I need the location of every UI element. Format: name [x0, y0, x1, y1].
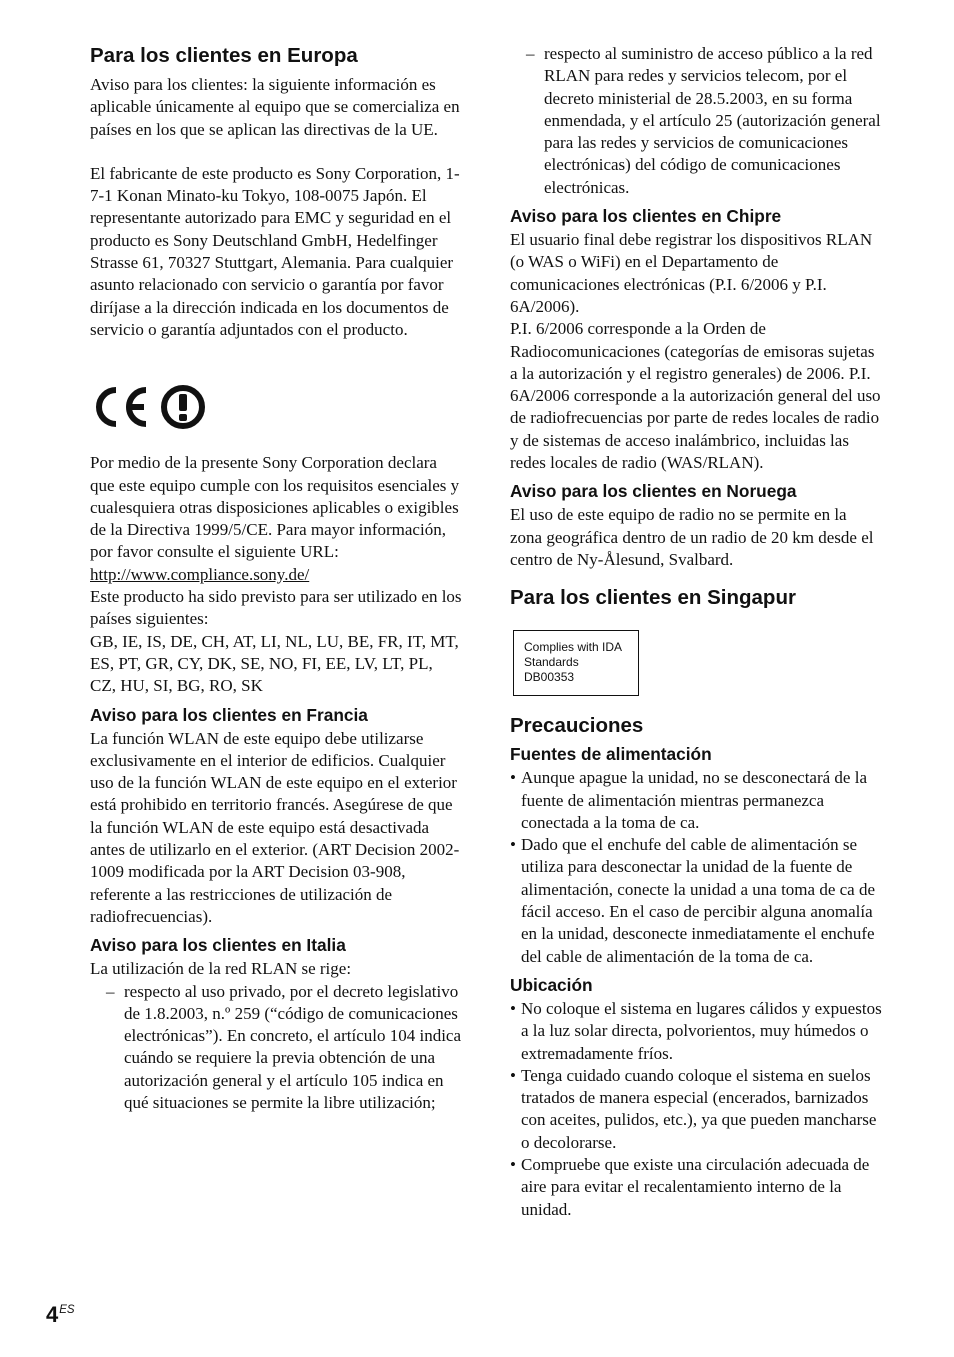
right-column — [510, 0, 882, 1221]
dash-marker: – — [106, 981, 115, 1001]
bullet-marker: • — [510, 998, 516, 1018]
chipre-paragraph-1: El usuario final debe registrar los dispositivos RLAN (o WAS o WiFi) en el Departamento de comunicaciones electrónicas (P.I. 6/2006 y P.I. 6A/2006). — [510, 230, 873, 316]
chipre-paragraph-2: P.I. 6/2006 corresponde a la Orden de Radiocomunicaciones (categorías de emisoras sujetas a la autorización y el registro generales) de 2006. P.I. 6A/2006 corresponde a la autorización general del uso de radiofrecuencias por parte de redes locales de radio y de sistemas de acceso inalámbrico, incluidas las redes locales de radio (WAS/RLAN). — [510, 319, 881, 473]
page-number — [46, 1302, 75, 1328]
bullet-marker: • — [510, 1154, 516, 1174]
ubicacion-bullet-2: • Tenga cuidado cuando coloque el sistema en suelos tratados de manera especial (encerados, barnizados con aceites, pulidos, etc.), ya que pueden mancharse o decolorarse. — [510, 1065, 877, 1152]
section-title-singapur: Para los clientes en Singapur — [510, 586, 796, 610]
ubicacion-bullet-3: • Compruebe que existe una circulación adecuada de aire para evitar el recalentamiento interno de la unidad. — [510, 1154, 870, 1219]
fuentes-bullet-1: • Aunque apague la unidad, no se desconectará de la fuente de alimentación mientras permanezca conectada a la toma de ca. — [510, 768, 867, 832]
francia-paragraph: La función WLAN de este equipo debe utilizarse exclusivamente en el interior de edificios. Cualquier uso de la función WLAN de este equipo en el exterior está prohibido en territorio francés. Asegúrese de que la función WLAN de este equipo está desactivada antes de utilizarlo en el exterior. (ART Decision 2002-1009 modificada por la ART Decision 03-908, referente a las restricciones de utilización de radiofrecuencias). — [90, 728, 460, 926]
ida-label-line-3: DB00353 — [524, 670, 575, 685]
declaration-countries-intro: Este producto ha sido previsto para ser utilizado en los países siguientes: — [90, 587, 462, 629]
europa-paragraph-2: El fabricante de este producto es Sony Corporation, 1-7-1 Konan Minato-ku Tokyo, 108-0075 Japón. El representante autorizado para EMC y seguridad en el producto es Sony Deutschland GmbH, Hedelfinger Strasse 61, 70327 Stuttgart, Alemania. Para cualquier asunto relacionado con servicio o garantía por favor diríjase a la dirección indicada en los documentos de servicio o garantía adjuntados con el producto. — [90, 163, 460, 339]
italia-list-item-1: – respecto al uso privado, por el decreto legislativo de 1.8.2003, n.º 259 (“código de comunicaciones electrónicas”). En concreto, el artículo 104 indica cuándo se requiere la previa obtención de una autorización general y el artículo 105 indica en qué situaciones se permite la libre utilización; — [106, 981, 462, 1112]
left-column — [90, 0, 462, 1114]
compliance-url-link[interactable]: http://www.compliance.sony.de/ — [90, 564, 310, 584]
bullet-marker: • — [510, 835, 516, 855]
alert-circle-icon — [160, 384, 206, 430]
page-language-code: ES — [59, 1304, 75, 1316]
fuentes-bullet-2: • Dado que el enchufe del cable de alimentación se utiliza para desconectar la unidad de la fuente de alimentación, conecte la unidad a una toma de ca de fácil acceso. En el caso de percibir alguna anomalía en la unidad, desconecte inmediatamente el enchufe del cable de alimentación de la toma de ca. — [510, 835, 876, 966]
ce-marking-logo — [90, 382, 462, 432]
bullet-marker: • — [510, 1065, 516, 1085]
declaration-countries-list: GB, IE, IS, DE, CH, AT, LI, NL, LU, BE, FR, IT, MT, ES, PT, GR, CY, DK, SE, NO, FI, EE, LV, LT, PL, CZ, HU, SI, BG, RO, SK — [90, 631, 459, 696]
noruega-paragraph: El uso de este equipo de radio no se permite en la zona geográfica dentro de un radio de 20 km desde el centro de Ny-Ålesund, Svalbard. — [510, 505, 874, 569]
page-number-value: 4 — [46, 1302, 59, 1327]
italia-list-item-2: – respecto al suministro de acceso público a la red RLAN para redes y servicios telecom, por el decreto ministerial de 28.5.2003, en su forma enmendada, y el artículo 25 (autorización general para las redes y servicios de comunicaciones electrónicas) del código de comunicaciones electrónicas. — [526, 44, 881, 197]
europa-paragraph-1: Aviso para los clientes: la siguiente información es aplicable únicamente al equipo que se comercializa en países en los que se aplican las directivas de la UE. — [90, 75, 460, 139]
subsection-title-fuentes: Fuentes de alimentación — [510, 744, 712, 765]
section-title-italia: Aviso para los clientes en Italia — [90, 935, 346, 956]
section-title-francia: Aviso para los clientes en Francia — [90, 704, 368, 725]
ce-mark-icon — [90, 384, 152, 430]
section-title-noruega: Aviso para los clientes en Noruega — [510, 481, 797, 502]
ubicacion-bullet-1: • No coloque el sistema en lugares cálidos y expuestos a la luz solar directa, polvorientos, muy húmedos o extremadamente fríos. — [510, 998, 882, 1063]
dash-marker: – — [526, 44, 535, 63]
section-title-europa: Para los clientes en Europa — [90, 44, 358, 67]
bullet-marker: • — [510, 768, 516, 788]
subsection-title-ubicacion: Ubicación — [510, 974, 593, 995]
ida-label-line-2: Standards — [524, 655, 579, 670]
declaration-paragraph: Por medio de la presente Sony Corporation declara que este equipo cumple con los requisitos esenciales y cualesquiera otras disposiciones aplicables o exigibles de la Directiva 1999/5/CE. Para mayor información, por favor consulte el siguiente URL: http://www.compliance.sony.de/ — [90, 453, 460, 584]
section-title-precauciones: Precauciones — [510, 714, 644, 738]
ida-compliance-label — [513, 630, 639, 696]
italia-intro: La utilización de la red RLAN se rige: — [90, 959, 352, 979]
ida-label-line-1: Complies with IDA — [524, 640, 623, 655]
section-title-chipre: Aviso para los clientes en Chipre — [510, 206, 782, 227]
